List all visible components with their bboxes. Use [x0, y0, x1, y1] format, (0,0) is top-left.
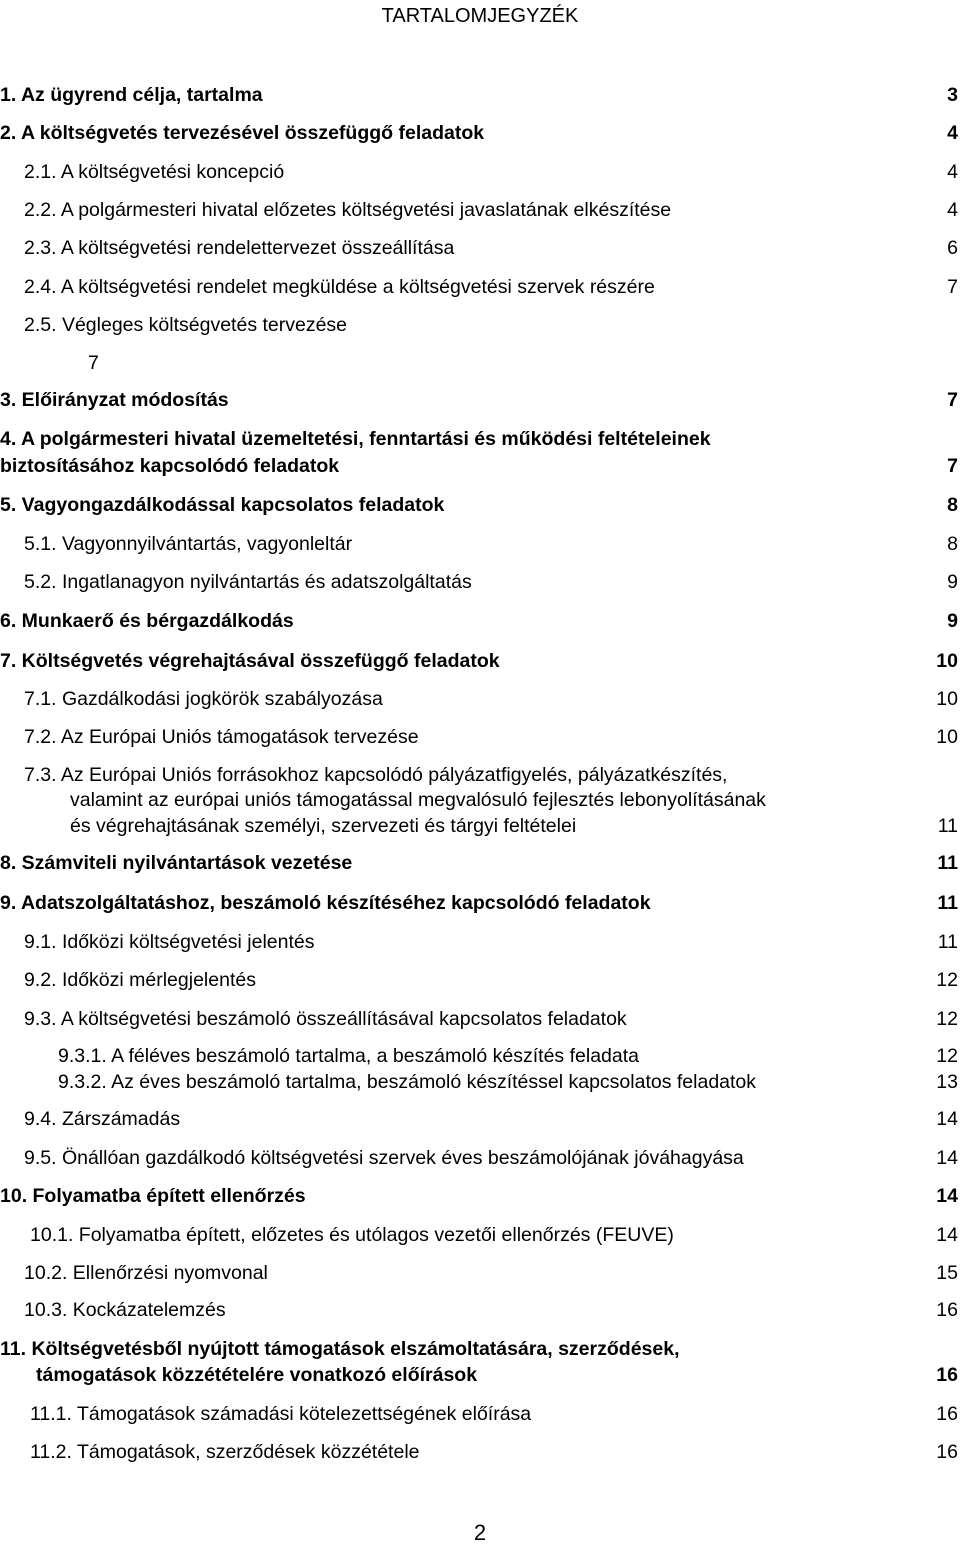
toc-entry-title: 7.2. Az Európai Uniós támogatások tervezése [24, 726, 419, 748]
toc-page-number: 14 [936, 1224, 958, 1246]
toc-entry-title: 2.1. A költségvetési koncepció [24, 161, 285, 183]
toc-entry-title: biztosításához kapcsolódó feladatok [0, 455, 340, 477]
toc-entry-title: 3. Előirányzat módosítás [0, 389, 229, 411]
toc-entry-title: 9.5. Önállóan gazdálkodó költségvetési szervek éves beszámolójának jóváhagyása [24, 1147, 744, 1169]
toc-page-number: 16 [936, 1364, 958, 1386]
toc-page-number: 6 [947, 237, 958, 259]
toc-page-number: 12 [936, 1008, 958, 1030]
toc-page-number: 15 [936, 1262, 958, 1284]
toc-page-number: 14 [936, 1108, 958, 1130]
toc-page-number: 10 [936, 688, 958, 710]
toc-entry-title: 2. A költségvetés tervezésével összefüggő feladatok [0, 122, 485, 144]
toc-entry-title: 9.3. A költségvetési beszámoló összeállításával kapcsolatos feladatok [24, 1008, 627, 1030]
toc-entry-title: 5.2. Ingatlanagyon nyilvántartás és adatszolgáltatás [24, 571, 472, 593]
toc-page-number: 16 [936, 1299, 958, 1321]
toc-entry-title: 9.1. Időközi költségvetési jelentés [24, 931, 315, 953]
toc-page-number: 7 [947, 455, 958, 477]
toc-entry-title: 7.1. Gazdálkodási jogkörök szabályozása [24, 688, 383, 710]
toc-page-number: 3 [947, 84, 958, 106]
toc-entry-title: 2.4. A költségvetési rendelet megküldése a költségvetési szervek részére [24, 276, 655, 298]
toc-page-number: 8 [947, 533, 958, 555]
toc-entry-title: 5. Vagyongazdálkodással kapcsolatos feladatok [0, 494, 445, 516]
toc-page-number: 14 [936, 1147, 958, 1169]
toc-entry-title: 2.3. A költségvetési rendelettervezet összeállítása [24, 237, 455, 259]
toc-page-number: 4 [947, 199, 958, 221]
toc-entry-title: 9.3.2. Az éves beszámoló tartalma, beszámoló készítéssel kapcsolatos feladatok [58, 1071, 757, 1093]
toc-page-number: 10 [936, 650, 958, 672]
toc-page-number: 13 [936, 1071, 958, 1093]
toc-page-number: 9 [947, 610, 958, 632]
toc-page-number: 14 [936, 1185, 958, 1207]
toc-entry-title: 8. Számviteli nyilvántartások vezetése [0, 852, 353, 874]
toc-entry-title: támogatások közzétételére vonatkozó előírások [36, 1364, 478, 1386]
toc-page-number: 11 [937, 892, 958, 914]
toc-page-number: 11 [937, 815, 958, 837]
toc-entry-title: 9.3.1. A féléves beszámoló tartalma, a beszámoló készítés feladata [58, 1045, 639, 1067]
toc-page-number: 8 [947, 494, 958, 516]
toc-page-number: 12 [936, 969, 958, 991]
toc-entry-title: 11.1. Támogatások számadási kötelezettségének előírása [30, 1403, 532, 1425]
toc-entry-title: 2.5. Végleges költségvetés tervezése [24, 314, 348, 336]
toc-page-number: 11 [937, 931, 958, 953]
toc-entry-title: 9.2. Időközi mérlegjelentés [24, 969, 256, 991]
toc-entry-title: 1. Az ügyrend célja, tartalma [0, 84, 263, 106]
toc-page-number: 9 [947, 571, 958, 593]
toc-entry-title: 7.3. Az Európai Uniós forrásokhoz kapcsolódó pályázatfigyelés, pályázatkészítés, [24, 764, 728, 786]
toc-entry-title: valamint az európai uniós támogatással megvalósuló fejlesztés lebonyolításának [70, 789, 766, 811]
toc-page-number: 7 [88, 352, 99, 374]
toc-entry-title: 9. Adatszolgáltatáshoz, beszámoló készítéséhez kapcsolódó feladatok [0, 892, 651, 914]
toc-page-number: 7 [947, 276, 958, 298]
toc-page-number: 16 [936, 1441, 958, 1463]
toc-page-number: 16 [936, 1403, 958, 1425]
toc-entry-title: 4. A polgármesteri hivatal üzemeltetési, fenntartási és működési feltételeinek [0, 428, 711, 450]
page-number: 2 [473, 1520, 487, 1545]
toc-entry-title: 10.1. Folyamatba épített, előzetes és utólagos vezetői ellenőrzés (FEUVE) [30, 1224, 674, 1246]
toc-entry-title: 11. Költségvetésből nyújtott támogatások elszámoltatására, szerződések, [0, 1338, 680, 1360]
toc-entry-title: 10. Folyamatba épített ellenőrzés [0, 1185, 306, 1207]
toc-page-number: 12 [936, 1045, 958, 1067]
toc-entry-title: 6. Munkaerő és bérgazdálkodás [0, 610, 294, 632]
toc-page-number: 4 [947, 122, 958, 144]
toc-entry-title: 11.2. Támogatások, szerződések közzététele [30, 1441, 420, 1463]
toc-entry-title: 10.3. Kockázatelemzés [24, 1299, 226, 1321]
toc-page-number: 11 [937, 852, 958, 874]
toc-entry-title: 10.2. Ellenőrzési nyomvonal [24, 1262, 268, 1284]
toc-page-number: 4 [947, 161, 958, 183]
toc-entry-title: 5.1. Vagyonnyilvántartás, vagyonleltár [24, 533, 353, 555]
toc-entry-title: és végrehajtásának személyi, szervezeti és tárgyi feltételei [70, 815, 577, 837]
toc-title: TARTALOMJEGYZÉK [381, 5, 579, 27]
toc-entry-title: 7. Költségvetés végrehajtásával összefüggő feladatok [0, 650, 500, 672]
toc-page-number: 10 [936, 726, 958, 748]
toc-page-number: 7 [947, 389, 958, 411]
toc-entry-title: 2.2. A polgármesteri hivatal előzetes költségvetési javaslatának elkészítése [24, 199, 672, 221]
toc-entry-title: 9.4. Zárszámadás [24, 1108, 181, 1130]
